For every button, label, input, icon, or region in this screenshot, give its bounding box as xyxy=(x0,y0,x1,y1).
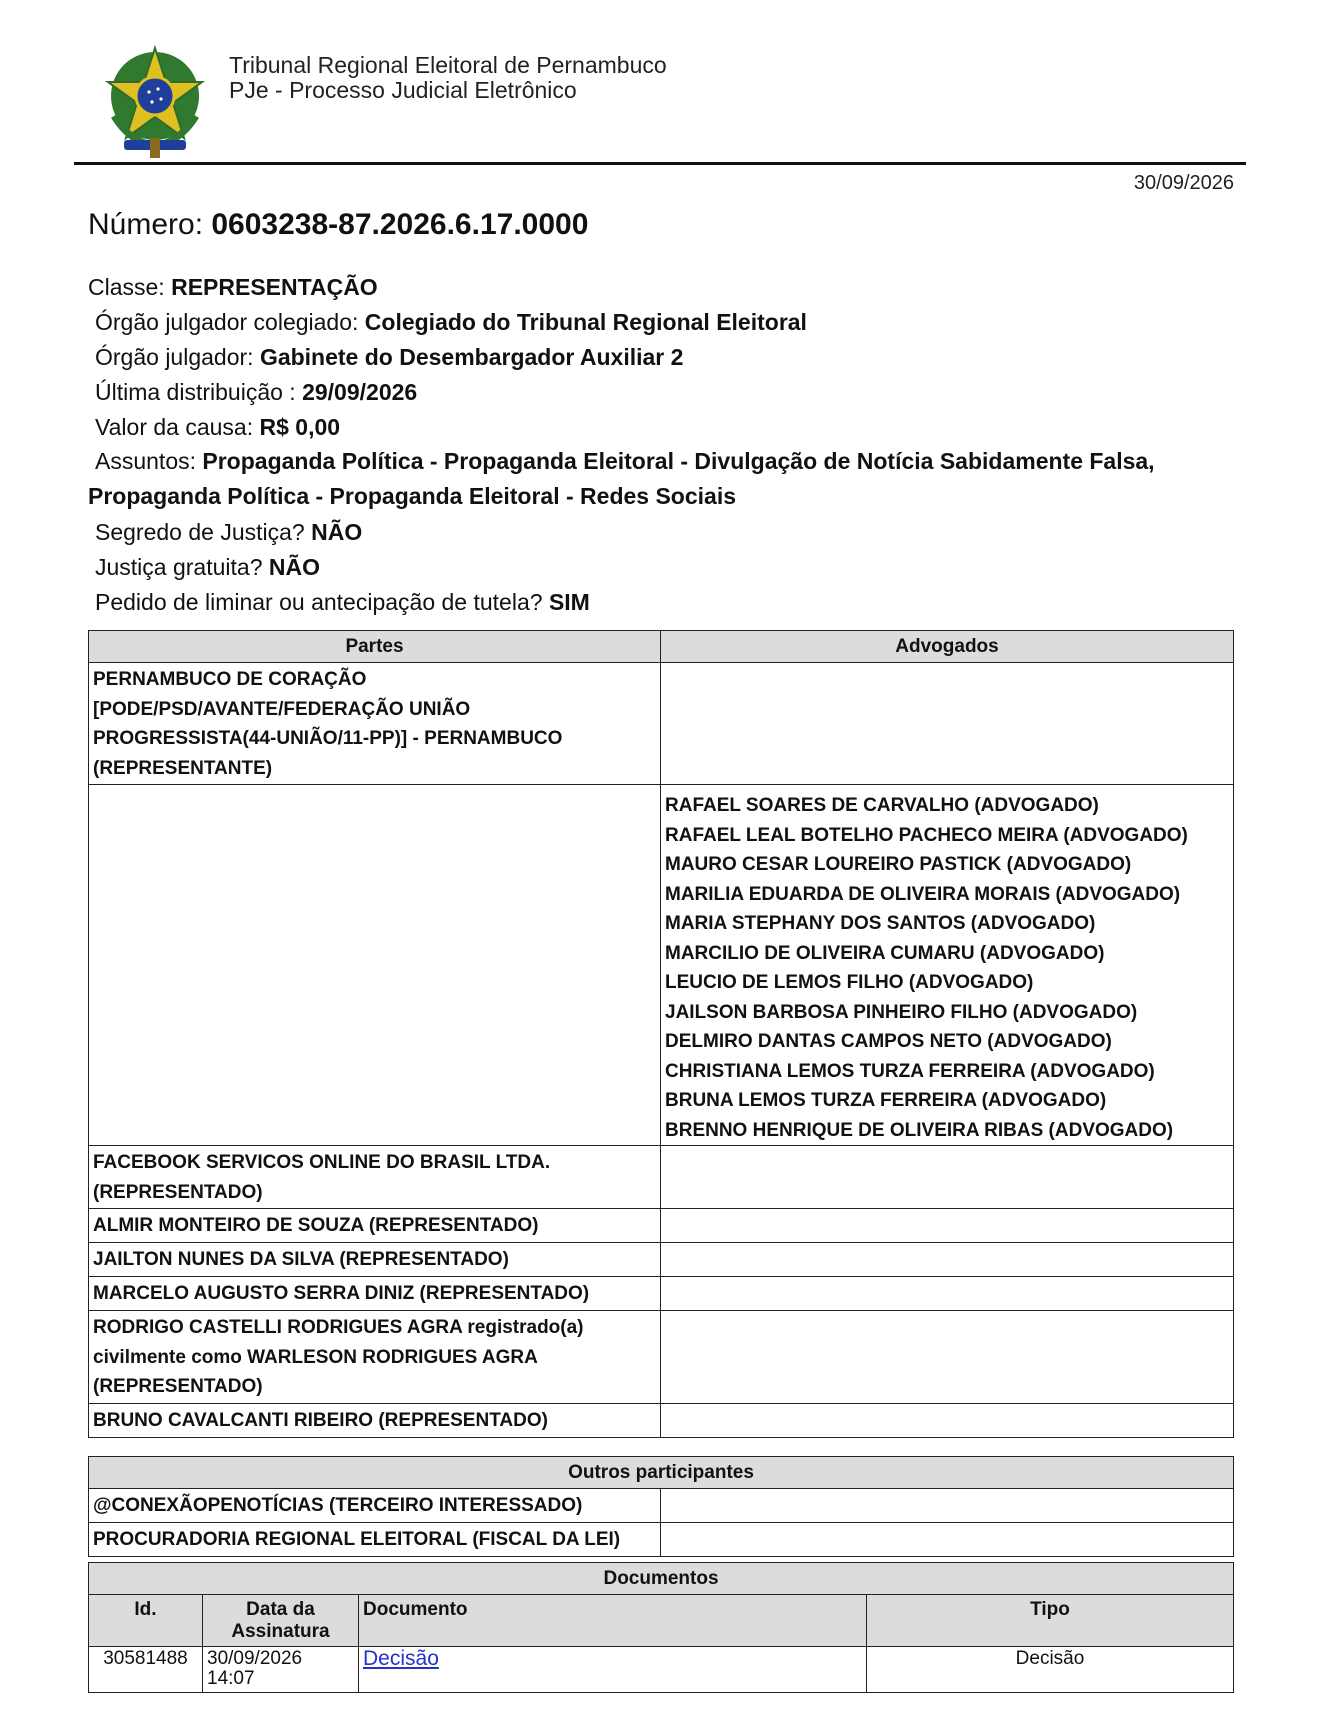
documentos-table xyxy=(88,1562,1234,1693)
info-classe xyxy=(88,272,378,302)
table-header-row xyxy=(89,1563,1234,1595)
advogado-cell xyxy=(661,1243,1234,1277)
col-tipo: Tipo xyxy=(867,1595,1234,1647)
col-id: Id. xyxy=(89,1595,203,1647)
lawyer-name: MARILIA EDUARDA DE OLIVEIRA MORAIS (ADVOGADO) xyxy=(665,883,1181,905)
table-row xyxy=(89,1209,1234,1243)
advogado-cell xyxy=(661,1146,1234,1209)
lawyer-name: MARCILIO DE OLIVEIRA CUMARU (ADVOGADO) xyxy=(665,942,1105,964)
lawyer-name: LEUCIO DE LEMOS FILHO (ADVOGADO) xyxy=(665,972,1034,993)
valor-value: R$ 0,00 xyxy=(259,414,341,440)
orgao-colegiado-value: Colegiado do Tribunal Regional Eleitoral xyxy=(364,309,807,335)
doc-data xyxy=(203,1647,359,1693)
advogado-cell xyxy=(661,1209,1234,1243)
info-gratuita xyxy=(95,552,320,582)
advogado-cell xyxy=(661,1311,1234,1404)
assuntos-value: Propaganda Política - Propaganda Eleitoral - Divulgação de Notícia Sabidamente Falsa, Propaganda Política - Propaganda Eleitoral - Redes Sociais xyxy=(88,448,1155,509)
doc-time: 14:07 xyxy=(207,1668,255,1689)
liminar-value: SIM xyxy=(548,589,590,615)
partes-header: Partes xyxy=(89,631,661,663)
doc-date: 30/09/2026 xyxy=(207,1648,303,1669)
parte-cell: ALMIR MONTEIRO DE SOUZA (REPRESENTADO) xyxy=(89,1209,661,1243)
lawyer-name: BRENNO HENRIQUE DE OLIVEIRA RIBAS (ADVOGADO) xyxy=(665,1119,1174,1141)
table-row xyxy=(89,1489,1234,1523)
col-data: Data da Assinatura xyxy=(203,1595,359,1647)
orgao-label: Órgão julgador: xyxy=(95,344,260,370)
segredo-value: NÃO xyxy=(311,519,363,545)
process-number xyxy=(88,208,588,242)
col-documento: Documento xyxy=(359,1595,867,1647)
outros-header: Outros participantes xyxy=(89,1457,1234,1489)
parte-cell: JAILTON NUNES DA SILVA (REPRESENTADO) xyxy=(89,1243,661,1277)
table-header-row xyxy=(89,631,1234,663)
table-header-row xyxy=(89,1457,1234,1489)
parte-cell xyxy=(89,785,661,1146)
info-assuntos xyxy=(88,444,1238,514)
doc-tipo: Decisão xyxy=(867,1647,1234,1693)
print-date: 30/09/2026 xyxy=(1133,172,1234,194)
empty-cell xyxy=(661,1489,1234,1523)
distribuicao-label: Última distribuição : xyxy=(95,379,303,405)
participante-cell: PROCURADORIA REGIONAL ELEITORAL (FISCAL DA LEI) xyxy=(89,1523,661,1557)
doc-documento xyxy=(359,1647,867,1693)
doc-id: 30581488 xyxy=(89,1647,203,1693)
info-liminar xyxy=(95,587,590,617)
classe-value: REPRESENTAÇÃO xyxy=(171,274,378,300)
advogados-list xyxy=(661,785,1234,1146)
process-number-value: 0603238-87.2026.6.17.0000 xyxy=(211,208,589,241)
table-row xyxy=(89,1311,1234,1404)
court-name: Tribunal Regional Eleitoral de Pernambuco xyxy=(229,52,667,78)
brazil-coat-of-arms-icon xyxy=(100,42,210,160)
process-number-label: Número: xyxy=(88,208,212,241)
documentos-header: Documentos xyxy=(89,1563,1234,1595)
partes-table xyxy=(88,630,1234,1438)
lawyer-name: MARIA STEPHANY DOS SANTOS (ADVOGADO) xyxy=(665,913,1096,934)
orgao-value: Gabinete do Desembargador Auxiliar 2 xyxy=(259,344,684,370)
advogados-header: Advogados xyxy=(661,631,1234,663)
parte-cell: MARCELO AUGUSTO SERRA DINIZ (REPRESENTADO) xyxy=(89,1277,661,1311)
lawyer-name: BRUNA LEMOS TURZA FERREIRA (ADVOGADO) xyxy=(665,1090,1107,1111)
table-row xyxy=(89,1523,1234,1557)
info-orgao xyxy=(95,342,683,372)
table-row xyxy=(89,1647,1234,1693)
orgao-colegiado-label: Órgão julgador colegiado: xyxy=(95,309,365,335)
empty-cell xyxy=(661,1523,1234,1557)
info-orgao-colegiado xyxy=(95,307,807,337)
table-row xyxy=(89,785,1234,1146)
lawyer-name: RAFAEL LEAL BOTELHO PACHECO MEIRA (ADVOGADO) xyxy=(665,824,1188,846)
table-row xyxy=(89,663,1234,785)
gratuita-value: NÃO xyxy=(268,554,320,580)
table-row xyxy=(89,1277,1234,1311)
valor-label: Valor da causa: xyxy=(95,414,260,440)
distribuicao-value: 29/09/2026 xyxy=(302,379,418,405)
participante-cell: @CONEXÃOPENOTÍCIAS (TERCEIRO INTERESSADO) xyxy=(89,1489,661,1523)
assuntos-label: Assuntos: xyxy=(95,448,203,474)
system-name: PJe - Processo Judicial Eletrônico xyxy=(229,77,577,103)
lawyer-name: CHRISTIANA LEMOS TURZA FERREIRA (ADVOGADO) xyxy=(665,1060,1155,1082)
info-distribuicao xyxy=(95,377,417,407)
lawyer-name: DELMIRO DANTAS CAMPOS NETO (ADVOGADO) xyxy=(665,1031,1112,1052)
parte-cell: RODRIGO CASTELLI RODRIGUES AGRA registrado(a) civilmente como WARLESON RODRIGUES AGRA (REPRESENTADO) xyxy=(89,1311,661,1404)
info-segredo xyxy=(95,517,362,547)
table-row xyxy=(89,1146,1234,1209)
info-valor xyxy=(95,412,340,442)
table-row xyxy=(89,1404,1234,1438)
lawyer-name: RAFAEL SOARES DE CARVALHO (ADVOGADO) xyxy=(665,795,1099,816)
advogado-cell xyxy=(661,1277,1234,1311)
documento-link[interactable]: Decisão xyxy=(363,1647,439,1670)
advogado-cell xyxy=(661,1404,1234,1438)
segredo-label: Segredo de Justiça? xyxy=(95,519,312,545)
classe-label: Classe: xyxy=(88,274,172,300)
table-row xyxy=(89,1243,1234,1277)
lawyer-name: JAILSON BARBOSA PINHEIRO FILHO (ADVOGADO) xyxy=(665,1001,1138,1023)
header-divider xyxy=(74,162,1246,165)
outros-participantes-table xyxy=(88,1456,1234,1557)
gratuita-label: Justiça gratuita? xyxy=(95,554,269,580)
parte-cell: FACEBOOK SERVICOS ONLINE DO BRASIL LTDA. (REPRESENTADO) xyxy=(89,1146,661,1209)
advogado-cell xyxy=(661,663,1234,785)
lawyer-name: MAURO CESAR LOUREIRO PASTICK (ADVOGADO) xyxy=(665,854,1132,875)
parte-cell: PERNAMBUCO DE CORAÇÃO [PODE/PSD/AVANTE/FEDERAÇÃO UNIÃO PROGRESSISTA(44-UNIÃO/11-PP)] - PERNAMBUCO (REPRESENTANTE) xyxy=(89,663,661,785)
table-columns-row xyxy=(89,1595,1234,1647)
liminar-label: Pedido de liminar ou antecipação de tutela? xyxy=(95,589,549,615)
parte-cell: BRUNO CAVALCANTI RIBEIRO (REPRESENTADO) xyxy=(89,1404,661,1438)
